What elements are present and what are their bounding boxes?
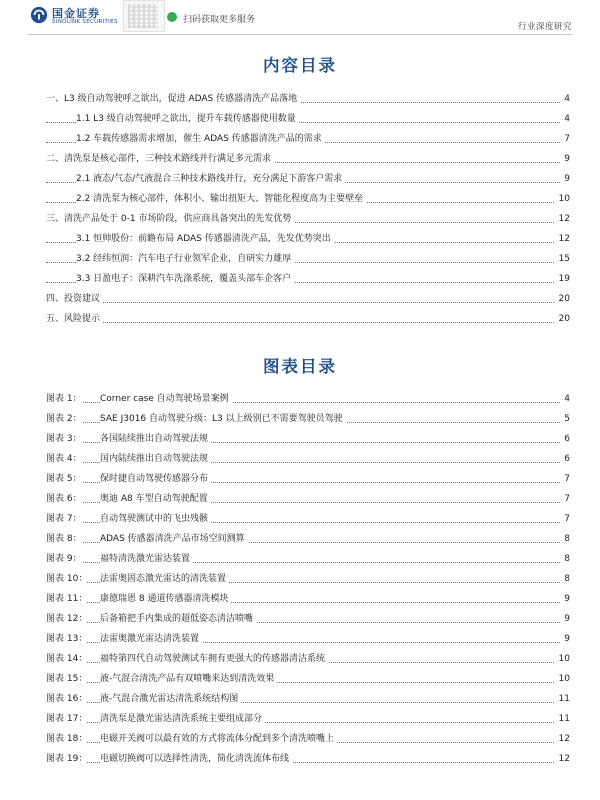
toc-entry[interactable] bbox=[46, 109, 570, 129]
toc-entry-label: 3.2 经纬恒润：汽车电子行业领军企业，自研实力雄厚 bbox=[76, 249, 294, 269]
qr-code bbox=[123, 0, 165, 32]
toc-entry-label: 2.2 清洗泵为核心部件，体积小、输出扭矩大、智能化程度高为主要壁垒 bbox=[76, 189, 366, 209]
toc-entry-label: 2.1 液态/气态/气液混合三种技术路线并行，充分满足下游客户需求 bbox=[76, 169, 345, 189]
figure-entry[interactable] bbox=[46, 629, 570, 649]
figure-entry[interactable] bbox=[46, 729, 570, 749]
toc-entry-page: 7 bbox=[560, 129, 570, 149]
figure-entry[interactable] bbox=[46, 509, 570, 529]
scan-prompt: 扫码获取更多服务 bbox=[183, 15, 256, 25]
figure-title: 保时捷自动驾驶传感器分布 bbox=[100, 469, 211, 489]
toc-entry[interactable] bbox=[46, 229, 570, 249]
figure-page: 8 bbox=[560, 569, 570, 589]
figure-number: 图表 18： bbox=[46, 729, 87, 749]
figure-number: 图表 15： bbox=[46, 669, 87, 689]
figure-number: 图表 1： bbox=[46, 389, 82, 409]
toc-entry-page: 12 bbox=[555, 209, 570, 229]
figure-page: 9 bbox=[560, 589, 570, 609]
figure-title: 后备箱把手内集成的超低姿态清洁喷嘴 bbox=[100, 609, 256, 629]
figure-title: 液-气混合清洗产品有双喷嘴来达到清洗效果 bbox=[100, 669, 277, 689]
toc-entry[interactable] bbox=[46, 289, 570, 309]
figure-entry[interactable] bbox=[46, 649, 570, 669]
figure-title: 清洗泵是激光雷达清洗系统主要组成部分 bbox=[100, 709, 265, 729]
figure-number: 图表 16： bbox=[46, 689, 87, 709]
figure-page: 10 bbox=[555, 669, 570, 689]
toc-title: 内容目录 bbox=[263, 56, 337, 75]
sinolink-logo-icon bbox=[30, 6, 48, 24]
figure-number: 图表 14： bbox=[46, 649, 87, 669]
figure-entry[interactable] bbox=[46, 749, 570, 769]
toc-entry[interactable] bbox=[46, 269, 570, 289]
toc-entry[interactable] bbox=[46, 309, 570, 329]
company-name: 国金证券 bbox=[52, 7, 100, 20]
list-of-figures bbox=[46, 389, 570, 769]
figure-title: Corner case 自动驾驶场景案例 bbox=[100, 389, 232, 409]
figure-number: 图表 2： bbox=[46, 409, 82, 429]
figure-entry[interactable] bbox=[46, 549, 570, 569]
figure-title: 电磁切换阀可以选择性清洗，简化清洗流体布线 bbox=[100, 749, 292, 769]
figure-number: 图表 12： bbox=[46, 609, 87, 629]
report-type: 行业深度研究 bbox=[517, 22, 572, 32]
toc-entry-label: 3.1 恒帅股份：前瞻布局 ADAS 传感器清洗产品，先发优势突出 bbox=[76, 229, 334, 249]
toc-entry-page: 4 bbox=[560, 109, 570, 129]
figure-entry[interactable] bbox=[46, 609, 570, 629]
toc-entry-label: 一、L3 级自动驾驶呼之欲出，促进 ADAS 传感器清洗产品落地 bbox=[46, 89, 300, 109]
toc-entry-page: 4 bbox=[560, 89, 570, 109]
leader-dots bbox=[46, 322, 570, 323]
figure-title: 电磁开关阀可以最有效的方式将流体分配到多个清洗喷嘴上 bbox=[100, 729, 337, 749]
toc-entry[interactable] bbox=[46, 89, 570, 109]
figure-page: 6 bbox=[560, 449, 570, 469]
figure-number: 图表 7： bbox=[46, 509, 82, 529]
figure-page: 9 bbox=[560, 609, 570, 629]
figure-title: 福特清洗激光雷达装置 bbox=[100, 549, 193, 569]
toc-entry[interactable] bbox=[46, 249, 570, 269]
figure-entry[interactable] bbox=[46, 389, 570, 409]
figure-title: 奥迪 A8 车型自动驾驶配置 bbox=[100, 489, 211, 509]
figure-entry[interactable] bbox=[46, 409, 570, 429]
figure-title: 各国陆续推出自动驾驶法规 bbox=[100, 429, 211, 449]
figure-entry[interactable] bbox=[46, 489, 570, 509]
figure-number: 图表 4： bbox=[46, 449, 82, 469]
toc-entry[interactable] bbox=[46, 189, 570, 209]
company-name-en: SINOLINK SECURITIES bbox=[52, 19, 118, 25]
figure-page: 12 bbox=[555, 729, 570, 749]
wechat-icon bbox=[167, 12, 177, 22]
figure-number: 图表 9： bbox=[46, 549, 82, 569]
figures-title: 图表目录 bbox=[263, 357, 337, 376]
figure-entry[interactable] bbox=[46, 429, 570, 449]
figure-number: 图表 11： bbox=[46, 589, 87, 609]
figure-page: 11 bbox=[555, 689, 570, 709]
toc-entry-page: 15 bbox=[555, 249, 570, 269]
figure-title: SAE J3016 自动驾驶分级：L3 以上级别已不需要驾驶员驾驶 bbox=[100, 409, 346, 429]
toc-entry-page: 9 bbox=[560, 169, 570, 189]
figure-entry[interactable] bbox=[46, 469, 570, 489]
figure-entry[interactable] bbox=[46, 529, 570, 549]
figure-number: 图表 6： bbox=[46, 489, 82, 509]
figure-page: 11 bbox=[555, 709, 570, 729]
figure-number: 图表 10： bbox=[46, 569, 87, 589]
page-header bbox=[0, 0, 600, 38]
figure-title: 自动驾驶测试中的飞虫残骸 bbox=[100, 509, 211, 529]
figure-number: 图表 19： bbox=[46, 749, 87, 769]
figure-entry[interactable] bbox=[46, 569, 570, 589]
toc-entry-page: 12 bbox=[555, 229, 570, 249]
figure-title: 国内陆续推出自动驾驶法规 bbox=[100, 449, 211, 469]
figure-title: 康德瑞恩 8 通道传感器清洗模块 bbox=[100, 589, 231, 609]
figure-number: 图表 3： bbox=[46, 429, 82, 449]
header-divider bbox=[28, 34, 572, 35]
figure-page: 7 bbox=[560, 509, 570, 529]
toc-entry-label: 二、清洗泵是核心部件，三种技术路线并行满足多元需求 bbox=[46, 149, 274, 169]
toc-entry-label: 3.3 日盈电子：深耕汽车洗涤系统，覆盖头部车企客户 bbox=[76, 269, 294, 289]
figure-page: 8 bbox=[560, 549, 570, 569]
figure-entry[interactable] bbox=[46, 669, 570, 689]
toc-entry-label: 1.2 车载传感器需求增加，催生 ADAS 传感器清洗产品的需求 bbox=[76, 129, 325, 149]
figure-number: 图表 13： bbox=[46, 629, 87, 649]
toc-entry-page: 10 bbox=[555, 189, 570, 209]
toc-entry-label: 五、风险提示 bbox=[46, 309, 103, 329]
toc-entry-label: 四、投资建议 bbox=[46, 289, 103, 309]
figure-entry[interactable] bbox=[46, 449, 570, 469]
figure-title: 液-气混合激光雷达清洗系统结构图 bbox=[100, 689, 241, 709]
toc-entry[interactable] bbox=[46, 209, 570, 229]
toc-entry[interactable] bbox=[46, 169, 570, 189]
figure-page: 9 bbox=[560, 629, 570, 649]
figure-page: 7 bbox=[560, 469, 570, 489]
toc-entry-page: 20 bbox=[555, 289, 570, 309]
toc-entry-label: 1.1 L3 级自动驾驶呼之欲出，提升车载传感器使用数量 bbox=[76, 109, 299, 129]
figure-number: 图表 5： bbox=[46, 469, 82, 489]
table-of-contents bbox=[46, 89, 570, 329]
figure-page: 10 bbox=[555, 649, 570, 669]
toc-entry-page: 9 bbox=[560, 149, 570, 169]
figure-number: 图表 17： bbox=[46, 709, 87, 729]
toc-entry-page: 20 bbox=[555, 309, 570, 329]
leader-dots bbox=[46, 302, 570, 303]
figure-page: 5 bbox=[560, 409, 570, 429]
figure-page: 4 bbox=[560, 389, 570, 409]
toc-entry[interactable] bbox=[46, 129, 570, 149]
toc-entry-label: 三、清洗产品处于 0-1 市场阶段，供应商具备突出的先发优势 bbox=[46, 209, 294, 229]
figure-entry[interactable] bbox=[46, 709, 570, 729]
figure-number: 图表 8： bbox=[46, 529, 82, 549]
figure-entry[interactable] bbox=[46, 589, 570, 609]
toc-entry[interactable] bbox=[46, 149, 570, 169]
figure-page: 7 bbox=[560, 489, 570, 509]
figure-title: 法雷奥固态激光雷达的清洗装置 bbox=[100, 569, 229, 589]
toc-entry-page: 19 bbox=[555, 269, 570, 289]
figure-page: 8 bbox=[560, 529, 570, 549]
figure-title: 福特第四代自动驾驶测试车拥有更强大的传感器清洁系统 bbox=[100, 649, 328, 669]
figure-page: 12 bbox=[555, 749, 570, 769]
figure-entry[interactable] bbox=[46, 689, 570, 709]
figure-page: 6 bbox=[560, 429, 570, 449]
figure-title: ADAS 传感器清洗产品市场空间测算 bbox=[100, 529, 248, 549]
figure-title: 法雷奥激光雷达清洗装置 bbox=[100, 629, 202, 649]
